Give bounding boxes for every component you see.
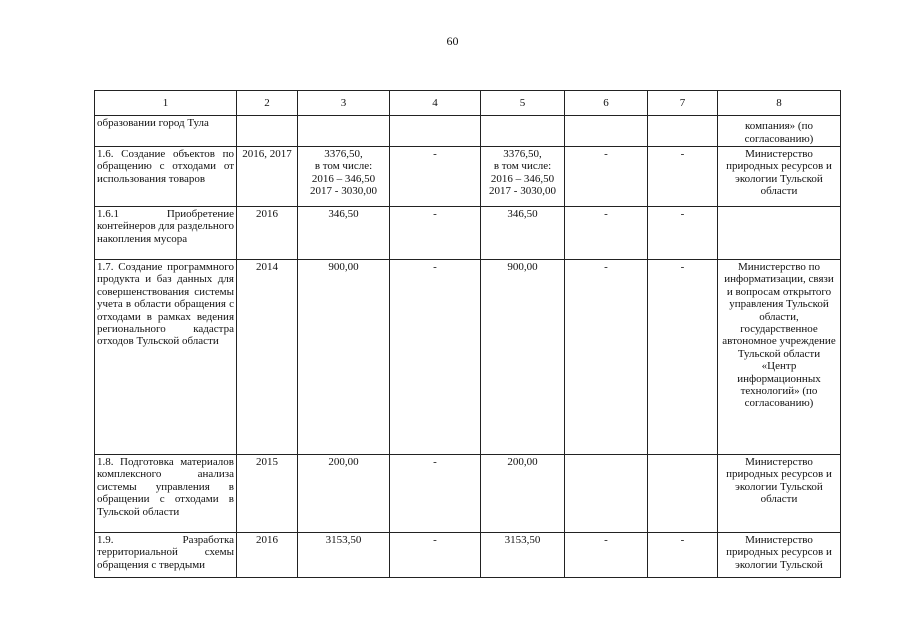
year-cell: 2014 bbox=[237, 260, 298, 455]
activity-name-cell: 1.8. Подготовка материалов комплексного анализа системы управления в обращении с отходами в Тульской области bbox=[95, 455, 237, 533]
funding-cell: - bbox=[390, 147, 481, 207]
funding-cell: - bbox=[565, 533, 648, 578]
executor-cell: Министерство природных ресурсов и экологии Тульской области bbox=[718, 147, 841, 207]
funding-cell bbox=[390, 116, 481, 147]
funding-cell: - bbox=[565, 207, 648, 260]
funding-cell: 900,00 bbox=[481, 260, 565, 455]
year-cell bbox=[237, 116, 298, 147]
column-number: 8 bbox=[718, 91, 841, 116]
activity-name-cell: образовании город Тула bbox=[95, 116, 237, 147]
funding-cell: - bbox=[648, 207, 718, 260]
executor-cell: Министерство природных ресурсов и экологии Тульской bbox=[718, 533, 841, 578]
funding-cell: - bbox=[390, 207, 481, 260]
column-number: 2 bbox=[237, 91, 298, 116]
total-cell: 346,50 bbox=[298, 207, 390, 260]
funding-cell: 3153,50 bbox=[481, 533, 565, 578]
activity-name-cell: 1.7. Создание программного продукта и баз данных для совершенствования системы учета в области обращения с отходами в рамках ведения регионального кадастра отходов Тульской области bbox=[95, 260, 237, 455]
year-cell: 2016, 2017 bbox=[237, 147, 298, 207]
table-row bbox=[95, 207, 841, 260]
column-number: 1 bbox=[95, 91, 237, 116]
program-activities-table bbox=[94, 90, 841, 578]
funding-cell bbox=[565, 455, 648, 533]
activity-name-cell: 1.6. Создание объектов по обращению с отходами от использования товаров bbox=[95, 147, 237, 207]
year-cell: 2016 bbox=[237, 207, 298, 260]
total-cell: 3376,50, в том числе: 2016 – 346,50 2017 - 3030,00 bbox=[298, 147, 390, 207]
table-row bbox=[95, 260, 841, 455]
funding-cell: - bbox=[390, 260, 481, 455]
page-number: 60 bbox=[446, 34, 459, 48]
executor-cell: Министерство природных ресурсов и экологии Тульской области bbox=[718, 455, 841, 533]
column-number: 3 bbox=[298, 91, 390, 116]
funding-cell: 200,00 bbox=[481, 455, 565, 533]
table-row bbox=[95, 533, 841, 578]
table-row bbox=[95, 455, 841, 533]
year-cell: 2016 bbox=[237, 533, 298, 578]
funding-cell bbox=[481, 116, 565, 147]
column-number: 7 bbox=[648, 91, 718, 116]
column-number: 4 bbox=[390, 91, 481, 116]
total-cell bbox=[298, 116, 390, 147]
table-row bbox=[95, 147, 841, 207]
executor-cell bbox=[718, 207, 841, 260]
funding-cell: 346,50 bbox=[481, 207, 565, 260]
funding-cell bbox=[648, 116, 718, 147]
funding-cell bbox=[648, 455, 718, 533]
executor-cell: Министерство по информатизации, связи и вопросам открытого управления Тульской области, государственное автономное учреждение Тульской области «Центр информационных технологий» (по согласованию) bbox=[718, 260, 841, 455]
total-cell: 3153,50 bbox=[298, 533, 390, 578]
funding-cell: - bbox=[648, 260, 718, 455]
funding-cell bbox=[565, 116, 648, 147]
column-number: 5 bbox=[481, 91, 565, 116]
funding-cell: - bbox=[390, 533, 481, 578]
funding-cell: 3376,50, в том числе: 2016 – 346,50 2017 - 3030,00 bbox=[481, 147, 565, 207]
funding-cell: - bbox=[648, 147, 718, 207]
funding-cell: - bbox=[390, 455, 481, 533]
funding-cell: - bbox=[648, 533, 718, 578]
total-cell: 200,00 bbox=[298, 455, 390, 533]
funding-cell: - bbox=[565, 147, 648, 207]
column-number: 6 bbox=[565, 91, 648, 116]
activity-name-cell: 1.9. Разработка территориальной схемы обращения с твердыми bbox=[95, 533, 237, 578]
funding-cell: - bbox=[565, 260, 648, 455]
executor-cell: компания» (по согласованию) bbox=[718, 116, 841, 147]
column-number-row bbox=[95, 91, 841, 116]
activity-name-cell: 1.6.1 Приобретение контейнеров для раздельного накопления мусора bbox=[95, 207, 237, 260]
table-row bbox=[95, 116, 841, 147]
year-cell: 2015 bbox=[237, 455, 298, 533]
total-cell: 900,00 bbox=[298, 260, 390, 455]
